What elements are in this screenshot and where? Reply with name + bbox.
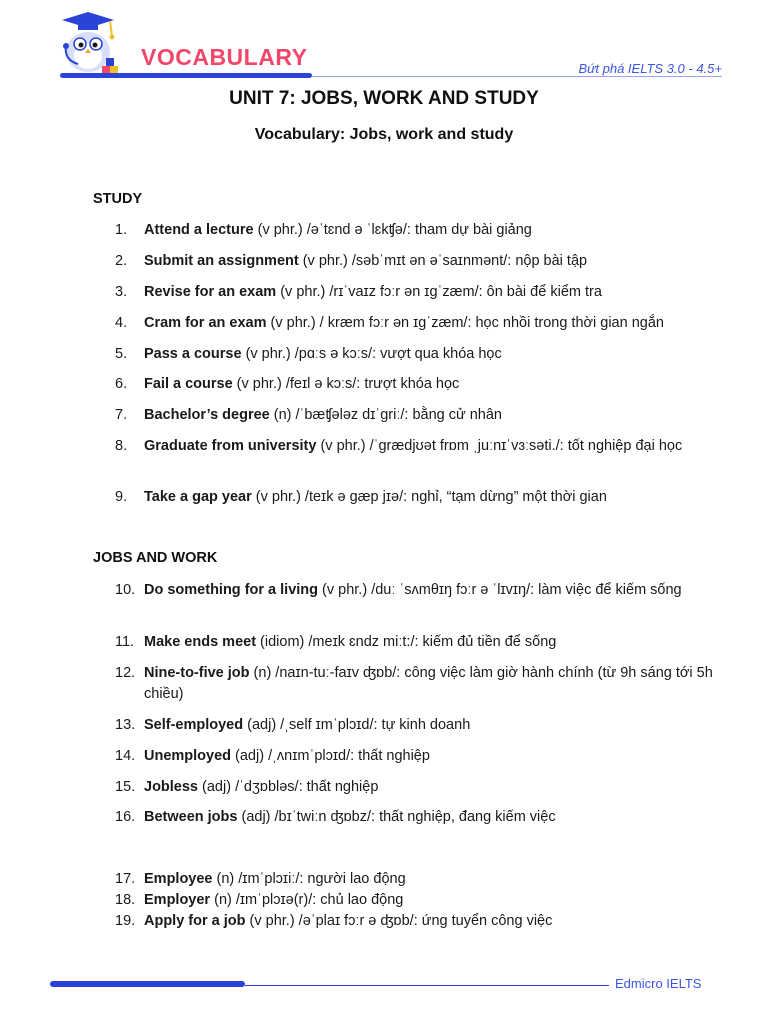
item-number: 1. bbox=[115, 222, 128, 238]
vocab-definition: (v phr.) /pɑːs ə kɔːs/: vượt qua khóa học bbox=[241, 346, 502, 362]
item-number: 16. bbox=[115, 809, 136, 825]
item-number: 4. bbox=[115, 315, 128, 331]
vocab-definition: (adj) /ˈdʒɒbləs/: thất nghiệp bbox=[198, 779, 379, 795]
vocab-definition: (v phr.) /səbˈmɪt ən əˈsaɪnmənt/: nộp bài tập bbox=[298, 253, 588, 269]
vocab-item bbox=[115, 746, 715, 767]
vocab-definition: (v phr.) /əˈtɛnd ə ˈlɛkʧə/: tham dự bài giảng bbox=[253, 222, 532, 238]
vocab-definition: (adj) /ˌʌnɪmˈplɔɪd/: thất nghiệp bbox=[231, 748, 430, 764]
vocab-item bbox=[115, 487, 715, 508]
vocab-item bbox=[115, 663, 715, 705]
brand-underline bbox=[60, 73, 312, 78]
item-number: 12. bbox=[115, 665, 136, 681]
header-rule bbox=[312, 76, 722, 77]
vocab-term: Attend a lecture bbox=[144, 222, 254, 238]
vocab-item bbox=[115, 282, 715, 303]
vocab-term: Take a gap year bbox=[144, 489, 252, 505]
item-number: 18. bbox=[115, 892, 136, 908]
section-heading-jobs-and-work: JOBS AND WORK bbox=[93, 550, 218, 566]
vocab-item bbox=[115, 911, 715, 932]
vocab-term: Jobless bbox=[144, 779, 198, 795]
item-number: 15. bbox=[115, 779, 136, 795]
section-heading-study: STUDY bbox=[93, 191, 143, 207]
vocab-term: Revise for an exam bbox=[144, 284, 277, 300]
item-number: 14. bbox=[115, 748, 136, 764]
unit-title: UNIT 7: JOBS, WORK AND STUDY bbox=[229, 88, 539, 109]
item-number: 3. bbox=[115, 284, 128, 300]
item-number: 6. bbox=[115, 376, 128, 392]
vocab-term: Cram for an exam bbox=[144, 315, 267, 331]
vocab-term: Self-employed bbox=[144, 717, 244, 733]
vocab-definition: (n) /naɪn-tuː-faɪv ʤɒb/: công việc làm giờ hành chính (từ 9h sáng tới 5h chiều) bbox=[144, 665, 713, 702]
vocab-term: Unemployed bbox=[144, 748, 232, 764]
footer-rule bbox=[245, 985, 609, 986]
item-number: 5. bbox=[115, 346, 128, 362]
item-number: 13. bbox=[115, 717, 136, 733]
vocab-definition: (v phr.) / kræm fɔːr ən ɪɡˈzæm/: học nhồi trong thời gian ngắn bbox=[266, 315, 664, 331]
vocab-term: Pass a course bbox=[144, 346, 242, 362]
vocab-definition: (v phr.) /ˈɡrædjʊət frɒm ˌjuːnɪˈvɜːsəti./: tốt nghiệp đại học bbox=[316, 438, 683, 454]
vocab-term: Apply for a job bbox=[144, 913, 246, 929]
vocab-item bbox=[115, 344, 715, 365]
vocab-definition: (adj) /ˌself ɪmˈplɔɪd/: tự kinh doanh bbox=[243, 717, 471, 733]
vocab-item bbox=[115, 777, 715, 798]
vocab-item bbox=[115, 436, 715, 457]
vocab-term: Fail a course bbox=[144, 376, 233, 392]
vocab-definition: (n) /ˈbæʧələz dɪˈɡriː/: bằng cử nhân bbox=[269, 407, 502, 423]
vocab-term: Graduate from university bbox=[144, 438, 317, 454]
vocab-term: Do something for a living bbox=[144, 582, 319, 598]
page-header bbox=[0, 0, 768, 90]
vocab-term: Between jobs bbox=[144, 809, 238, 825]
vocab-item bbox=[115, 374, 715, 395]
vocab-term: Submit an assignment bbox=[144, 253, 299, 269]
vocab-definition: (v phr.) /əˈplaɪ fɔːr ə ʤɒb/: ứng tuyển công việc bbox=[245, 913, 553, 929]
item-number: 2. bbox=[115, 253, 128, 269]
vocab-term: Nine-to-five job bbox=[144, 665, 250, 681]
vocab-item bbox=[115, 580, 715, 601]
vocab-definition: (n) /ɪmˈplɔɪə(r)/: chủ lao động bbox=[210, 892, 404, 908]
item-number: 8. bbox=[115, 438, 128, 454]
vocab-item bbox=[115, 220, 715, 241]
vocab-item bbox=[115, 890, 715, 911]
vocab-definition: (idiom) /meɪk ɛndz miːt:/: kiếm đủ tiền để sống bbox=[256, 634, 557, 650]
vocab-item bbox=[115, 405, 715, 426]
vocab-term: Employer bbox=[144, 892, 211, 908]
vocab-item bbox=[115, 807, 715, 828]
item-number: 19. bbox=[115, 913, 136, 929]
owl-graduate-icon bbox=[52, 10, 124, 78]
vocab-term: Employee bbox=[144, 871, 213, 887]
vocab-term: Make ends meet bbox=[144, 634, 257, 650]
vocab-item bbox=[115, 715, 715, 736]
vocab-definition: (n) /ɪmˈplɔɪiː/: người lao động bbox=[212, 871, 406, 887]
item-number: 10. bbox=[115, 582, 136, 598]
vocab-definition: (v phr.) /teɪk ə ɡæp jɪə/: nghỉ, “tạm dừng” một thời gian bbox=[251, 489, 607, 505]
vocab-item bbox=[115, 869, 715, 890]
vocab-item bbox=[115, 632, 715, 653]
vocab-item bbox=[115, 313, 715, 334]
vocab-definition: (v phr.) /rɪˈvaɪz fɔːr ən ɪɡˈzæm/: ôn bài để kiểm tra bbox=[276, 284, 602, 300]
page-subtitle: Vocabulary: Jobs, work and study bbox=[254, 126, 514, 143]
vocab-item bbox=[115, 251, 715, 272]
vocab-definition: (adj) /bɪˈtwiːn ʤɒbz/: thất nghiệp, đang kiếm việc bbox=[237, 809, 556, 825]
vocab-term: Bachelor’s degree bbox=[144, 407, 270, 423]
item-number: 9. bbox=[115, 489, 128, 505]
vocab-definition: (v phr.) /duː ˈsʌmθɪŋ fɔːr ə ˈlɪvɪŋ/: làm việc để kiếm sống bbox=[318, 582, 682, 598]
item-number: 11. bbox=[115, 634, 135, 650]
vocab-definition: (v phr.) /feɪl ə kɔːs/: trượt khóa học bbox=[232, 376, 460, 392]
course-tagline: Bứt phá IELTS 3.0 - 4.5+ bbox=[578, 61, 722, 76]
item-number: 17. bbox=[115, 871, 136, 887]
brand-title: VOCABULARY bbox=[141, 44, 308, 70]
footer-accent-bar bbox=[50, 981, 245, 987]
footer-label: Edmicro IELTS bbox=[615, 976, 702, 991]
item-number: 7. bbox=[115, 407, 128, 423]
